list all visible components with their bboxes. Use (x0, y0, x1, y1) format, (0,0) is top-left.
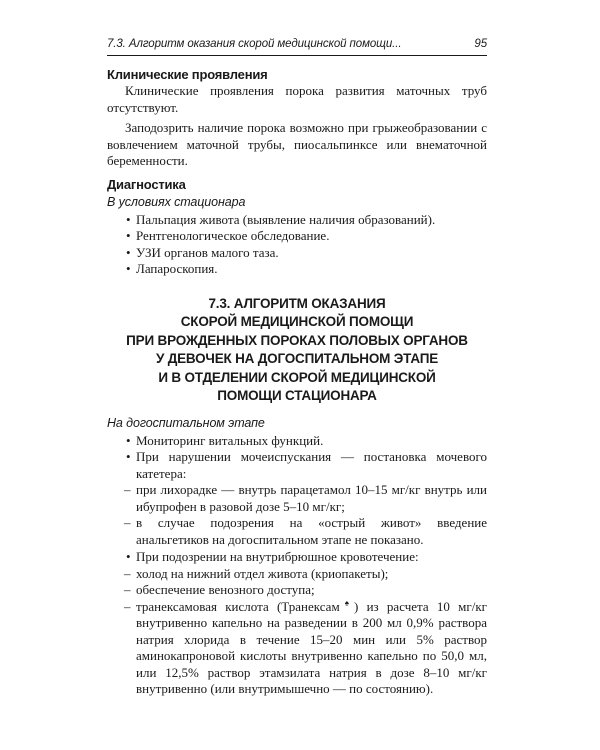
prehospital-subheading: На догоспитальном этапе (107, 415, 265, 430)
sublist-item-tranexamic (107, 599, 487, 698)
running-head-title: 7.3. Алгоритм оказания скорой медицинской помощи... (107, 38, 402, 50)
list-item: • При подозрении на внутрибрюшное кровотечение: (107, 549, 487, 566)
page-number: 95 (474, 38, 487, 50)
clinical-paragraph: Заподозрить наличие порока возможно при грыжеобразовании с вовлечением маточной трубы, пиосальпинксе или внематочной беременности. (107, 120, 487, 168)
book-page (107, 38, 487, 698)
list-item: • УЗИ органов малого таза. (107, 245, 487, 262)
list-item: • Пальпация живота (выявление наличия образований). (107, 212, 487, 229)
diagnostics-subheading: В условиях стационара (107, 194, 246, 209)
section-title (107, 295, 487, 406)
sublist-item: – холод на нижний отдел живота (криопакеты); (107, 566, 487, 583)
clinical-paragraph: Клинические проявления порока развития маточных труб отсутствуют. (107, 83, 487, 115)
bleeding-sublist (107, 566, 487, 698)
list-item: • Рентгенологическое обследование. (107, 228, 487, 245)
tranexamic-text-start: транексамовая кислота (Транексам (136, 598, 340, 614)
running-head (107, 38, 487, 56)
section-title-line: ПРИ ВРОЖДЕННЫХ ПОРОКАХ ПОЛОВЫХ ОРГАНОВ (126, 332, 468, 348)
section-title-line: У ДЕВОЧЕК НА ДОГОСПИТАЛЬНОМ ЭТАПЕ (155, 351, 439, 366)
registered-mark-icon: ♠ (339, 598, 354, 608)
sublist-item: – в случае подозрения на «острый живот» введение анальгетиков на догоспитальном этапе не показано. (107, 515, 487, 548)
list-item (107, 449, 487, 482)
section-title-line: 7.3. АЛГОРИТМ ОКАЗАНИЯ (208, 295, 386, 311)
sublist-item: – при лихорадке — внутрь парацетамол 10–15 мг/кг внутрь или ибупрофен в разовой дозе 5–10 мг/кг; (107, 482, 487, 515)
urination-sublist (107, 482, 487, 548)
list-item: • Лапароскопия. (107, 261, 487, 278)
prehospital-list-continued (107, 549, 487, 566)
list-item: • Мониторинг витальных функций. (107, 433, 487, 450)
section-title-line: ПОМОЩИ СТАЦИОНАРА (217, 388, 377, 403)
diagnostics-list (107, 212, 487, 278)
prehospital-list (107, 433, 487, 483)
clinical-heading: Клинические проявления (107, 67, 268, 82)
section-title-line: И В ОТДЕЛЕНИИ СКОРОЙ МЕДИЦИНСКОЙ (158, 369, 436, 385)
list-item-text: При нарушении мочеиспускания — постановка мочевого катетера: (136, 449, 487, 481)
sublist-item: – обеспечение венозного доступа; (107, 582, 487, 599)
section-title-line: СКОРОЙ МЕДИЦИНСКОЙ ПОМОЩИ (180, 314, 414, 329)
diagnostics-heading: Диагностика (107, 176, 186, 192)
tranexamic-text-end: ) из расчета 10 мг/кг внутривенно капельно на разведении в 200 мл 0,9% раствора натрия хлорида в течение 15–20 мин или 5% раствор аминокапроновой кислоты внутривенно капельно по 50,0 мл, или 12,5% раствор этамзилата натрия в дозе 8–10 мг/кг внутривенно (или внутримышечно — по состоянию). (136, 598, 487, 696)
